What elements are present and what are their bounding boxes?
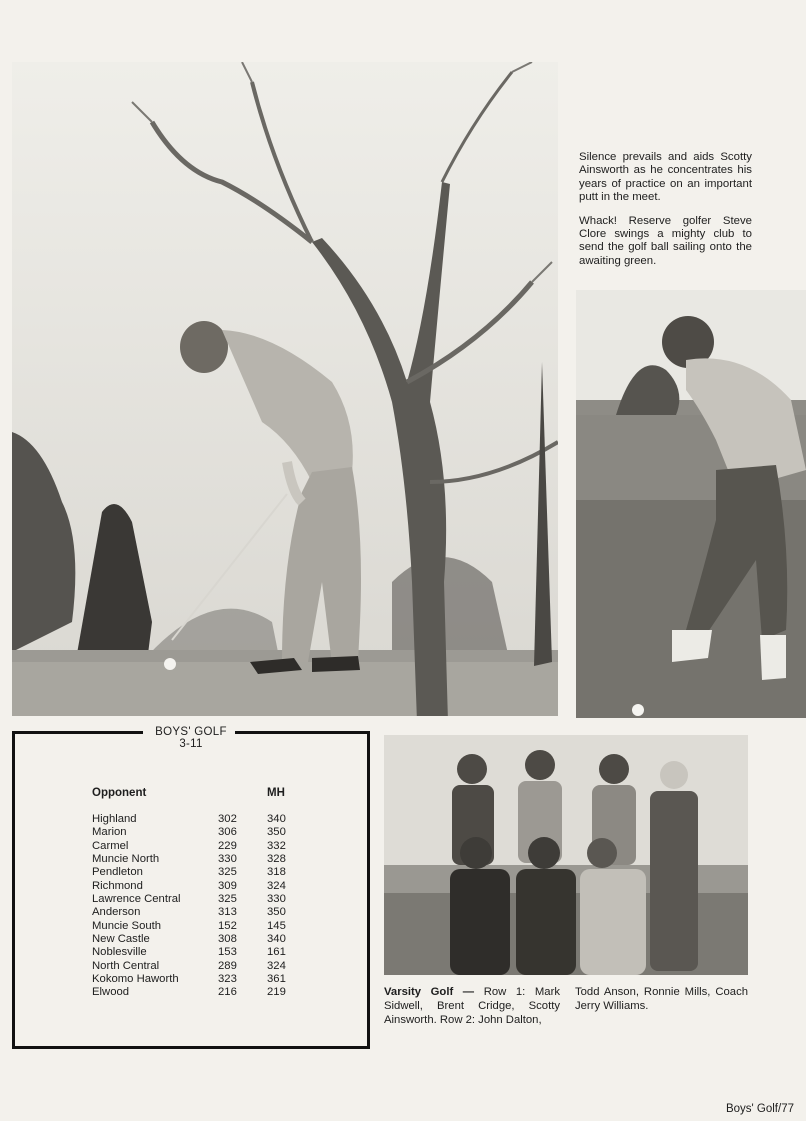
opponent-score: 289 — [218, 959, 237, 972]
score-row — [15, 866, 367, 879]
opponent-score: 302 — [218, 813, 237, 825]
score-row — [15, 813, 367, 826]
mh-score: 145 — [267, 919, 286, 932]
opponent-name: North Central — [92, 959, 160, 972]
mh-score: 361 — [267, 973, 286, 986]
photo-varsity-team — [384, 735, 748, 975]
opponent-name: Pendleton — [92, 866, 143, 879]
photo-captions-block — [579, 151, 752, 278]
column-header-mh: MH — [267, 787, 285, 799]
boys-golf-scores-box — [12, 726, 370, 1049]
score-row — [15, 906, 367, 919]
opponent-name: Noblesville — [92, 946, 147, 959]
opponent-score: 309 — [218, 879, 237, 892]
opponent-name: Carmel — [92, 839, 129, 852]
mh-score: 330 — [267, 893, 286, 906]
season-record: 3-11 — [179, 738, 203, 750]
caption-swing: Whack! Reserve golfer Steve Clore swings a mighty club to send the golf ball sailing onto the awaiting green. — [579, 214, 752, 267]
mh-score: 328 — [267, 853, 286, 866]
mh-score: 332 — [267, 839, 286, 852]
box-title — [15, 726, 367, 750]
opponent-score: 308 — [218, 933, 237, 946]
score-rows — [15, 813, 367, 1000]
opponent-name: Lawrence Central — [92, 893, 181, 906]
score-row — [15, 893, 367, 906]
opponent-score: 325 — [218, 893, 237, 906]
column-header-opponent: Opponent — [92, 787, 147, 799]
score-row — [15, 986, 367, 999]
team-caption-text-1: Row 1: Mark Sidwell, Brent Cridge, Scotty Ainsworth. Row 2: John Dalton, — [384, 986, 560, 1026]
score-row — [15, 840, 367, 853]
scores-title: BOYS' GOLF — [155, 726, 227, 738]
mh-score: 324 — [267, 959, 286, 972]
opponent-name: Muncie South — [92, 919, 162, 932]
photo-golfer-putting — [12, 62, 558, 716]
opponent-name: Highland — [92, 813, 137, 825]
opponent-name: Elwood — [92, 986, 130, 999]
score-row — [15, 946, 367, 959]
mh-score: 318 — [267, 866, 286, 879]
opponent-score: 330 — [218, 853, 237, 866]
team-caption-column-2: Todd Anson, Ronnie Mills, Coach Jerry Williams. — [575, 986, 748, 1012]
mh-score: 219 — [267, 986, 286, 999]
score-row — [15, 853, 367, 866]
mh-score: 340 — [267, 813, 286, 825]
opponent-score: 313 — [218, 906, 237, 919]
page-folio: Boys' Golf/77 — [725, 1103, 794, 1115]
photo-golfer-swinging — [576, 290, 806, 718]
opponent-name: Marion — [92, 826, 127, 839]
score-row — [15, 826, 367, 839]
opponent-score: 216 — [218, 986, 237, 999]
opponent-name: Richmond — [92, 879, 143, 892]
opponent-score: 306 — [218, 826, 237, 839]
mh-score: 161 — [267, 946, 286, 959]
score-row — [15, 973, 367, 986]
opponent-score: 152 — [218, 919, 237, 932]
opponent-name: Muncie North — [92, 853, 160, 866]
opponent-name: New Castle — [92, 933, 150, 946]
opponent-score: 325 — [218, 866, 237, 879]
score-row — [15, 960, 367, 973]
mh-score: 324 — [267, 879, 286, 892]
mh-score: 350 — [267, 906, 286, 919]
mh-score: 350 — [267, 826, 286, 839]
team-caption-lead: Varsity Golf — — [384, 986, 475, 998]
opponent-name: Kokomo Haworth — [92, 973, 179, 986]
opponent-score: 229 — [218, 839, 237, 852]
score-row — [15, 920, 367, 933]
opponent-score: 323 — [218, 973, 237, 986]
caption-putt: Silence prevails and aids Scotty Ainsworth as he concentrates his years of practice on an important putt in the meet. — [579, 151, 752, 204]
opponent-name: Anderson — [92, 906, 141, 919]
mh-score: 340 — [267, 933, 286, 946]
score-row — [15, 880, 367, 893]
opponent-score: 153 — [218, 946, 237, 959]
team-caption-column-1 — [384, 985, 560, 1027]
score-row — [15, 933, 367, 946]
